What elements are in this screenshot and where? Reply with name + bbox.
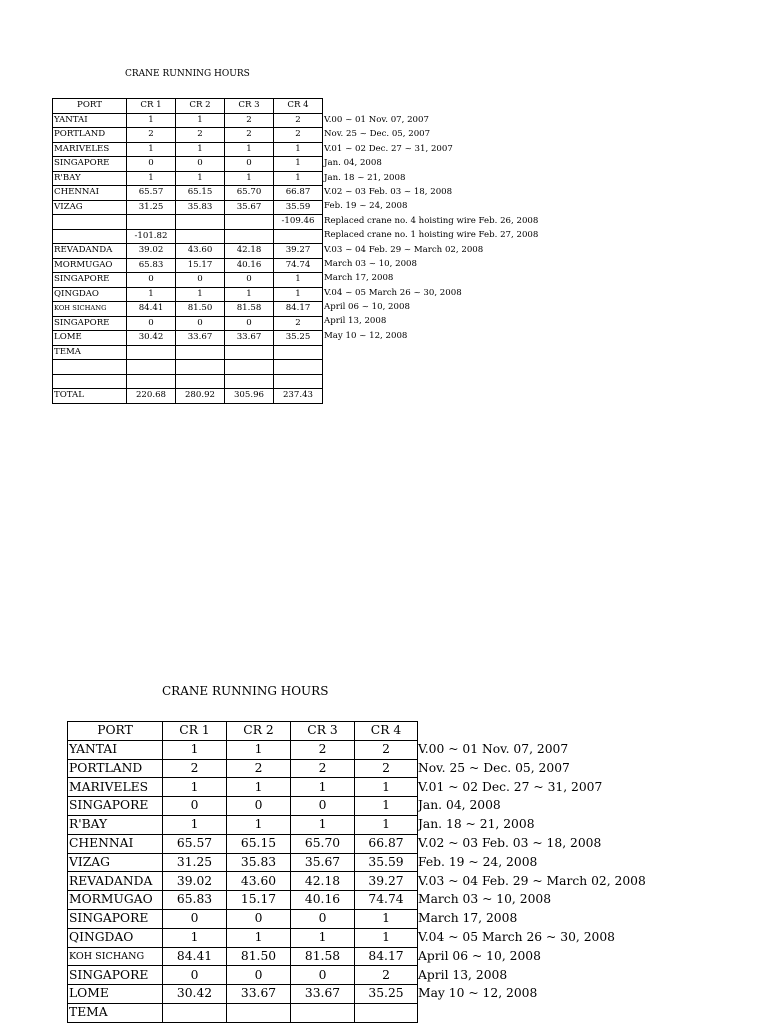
column-header: CR 2	[176, 99, 225, 114]
hours-cell: 0	[291, 966, 355, 985]
hours-cell	[127, 360, 176, 375]
hours-cell: 43.60	[227, 872, 291, 891]
hours-cell	[274, 360, 323, 375]
header-row	[53, 99, 323, 114]
hours-cell: 1	[163, 928, 227, 947]
hours-cell	[176, 345, 225, 360]
hours-cell: 33.67	[225, 331, 274, 346]
port-cell: REVADANDA	[68, 872, 163, 891]
voyage-note: Feb. 19 ~ 24, 2008	[324, 201, 408, 212]
hours-cell: 1	[227, 778, 291, 797]
hours-cell: 1	[291, 928, 355, 947]
port-cell: REVADANDA	[53, 244, 127, 259]
hours-cell: 1	[227, 815, 291, 834]
table-row	[68, 928, 418, 947]
column-header: CR 2	[227, 722, 291, 741]
voyage-note: March 17, 2008	[418, 911, 518, 926]
hours-cell: 1	[291, 815, 355, 834]
table-row	[68, 815, 418, 834]
voyage-note: Jan. 18 ~ 21, 2008	[324, 172, 406, 183]
hours-cell: 2	[291, 759, 355, 778]
port-cell: CHENNAI	[68, 834, 163, 853]
hours-cell	[225, 215, 274, 230]
column-header: PORT	[53, 99, 127, 114]
hours-cell: 1	[176, 113, 225, 128]
hours-cell: 237.43	[274, 389, 323, 404]
table-row	[68, 985, 418, 1004]
voyage-notes	[324, 113, 538, 343]
hours-cell: 2	[355, 759, 418, 778]
hours-cell: 220.68	[127, 389, 176, 404]
voyage-note: V.04 ~ 05 March 26 ~ 30, 2008	[324, 287, 462, 298]
hours-cell: 1	[176, 142, 225, 157]
table-row	[68, 853, 418, 872]
hours-cell	[176, 215, 225, 230]
table-row	[53, 374, 323, 389]
hours-cell: 33.67	[227, 985, 291, 1004]
hours-cell: 1	[127, 142, 176, 157]
table-row	[53, 258, 323, 273]
voyage-note: Jan. 18 ~ 21, 2008	[418, 817, 535, 832]
port-cell: SINGAPORE	[53, 273, 127, 288]
table-row	[68, 872, 418, 891]
hours-cell: 81.58	[291, 947, 355, 966]
hours-cell: 280.92	[176, 389, 225, 404]
hours-cell: 43.60	[176, 244, 225, 259]
hours-cell: 1	[225, 171, 274, 186]
hours-cell: 2	[227, 759, 291, 778]
port-cell: TEMA	[68, 1003, 163, 1022]
port-cell	[53, 215, 127, 230]
hours-cell: 65.57	[163, 834, 227, 853]
port-cell: R'BAY	[68, 815, 163, 834]
hours-cell: 66.87	[274, 186, 323, 201]
hours-cell: 81.50	[176, 302, 225, 317]
hours-cell: 0	[225, 273, 274, 288]
hours-cell: 2	[274, 316, 323, 331]
hours-cell: 81.58	[225, 302, 274, 317]
hours-cell: 84.17	[274, 302, 323, 317]
port-cell: PORTLAND	[53, 128, 127, 143]
port-cell: MARIVELES	[53, 142, 127, 157]
hours-cell: 65.83	[127, 258, 176, 273]
voyage-note: Replaced crane no. 4 hoisting wire Feb. 26, 2008	[324, 215, 539, 226]
hours-cell: 40.16	[291, 891, 355, 910]
hours-cell: 1	[274, 142, 323, 157]
voyage-note: Feb. 19 ~ 24, 2008	[418, 854, 538, 869]
hours-cell: 305.96	[225, 389, 274, 404]
hours-cell: 2	[127, 128, 176, 143]
hours-cell	[176, 360, 225, 375]
voyage-note: Replaced crane no. 1 hoisting wire Feb. 27, 2008	[324, 230, 539, 241]
table-row	[53, 360, 323, 375]
port-cell: PORTLAND	[68, 759, 163, 778]
hours-cell: 84.41	[163, 947, 227, 966]
hours-cell: 0	[176, 273, 225, 288]
hours-cell	[274, 374, 323, 389]
hours-cell: 35.59	[355, 853, 418, 872]
hours-cell: 0	[225, 157, 274, 172]
page-title: CRANE RUNNING HOURS	[125, 69, 250, 79]
port-cell: VIZAG	[53, 200, 127, 215]
table-row	[53, 200, 323, 215]
hours-cell: 40.16	[225, 258, 274, 273]
port-cell	[53, 229, 127, 244]
hours-cell: 0	[163, 966, 227, 985]
hours-cell: 31.25	[127, 200, 176, 215]
hours-cell: 1	[274, 157, 323, 172]
hours-cell: 1	[227, 740, 291, 759]
hours-cell: 84.41	[127, 302, 176, 317]
hours-cell: 1	[355, 909, 418, 928]
hours-cell: 0	[227, 909, 291, 928]
hours-cell: 65.15	[227, 834, 291, 853]
hours-cell: 66.87	[355, 834, 418, 853]
port-cell: SINGAPORE	[68, 966, 163, 985]
hours-cell: 84.17	[355, 947, 418, 966]
table-row	[53, 302, 323, 317]
voyage-note: April 13, 2008	[418, 967, 508, 982]
hours-cell: 1	[291, 778, 355, 797]
hours-cell	[127, 215, 176, 230]
hours-cell: 2	[163, 759, 227, 778]
hours-cell: 2	[355, 740, 418, 759]
hours-cell: 1	[176, 171, 225, 186]
port-cell: SINGAPORE	[53, 157, 127, 172]
hours-cell	[274, 345, 323, 360]
table-row	[68, 797, 418, 816]
table-row	[53, 186, 323, 201]
hours-cell: 15.17	[176, 258, 225, 273]
hours-cell: 35.59	[274, 200, 323, 215]
voyage-note: May 10 ~ 12, 2008	[324, 330, 408, 341]
hours-cell: 65.15	[176, 186, 225, 201]
hours-cell: 0	[225, 316, 274, 331]
hours-cell: 74.74	[355, 891, 418, 910]
voyage-note: V.04 ~ 05 March 26 ~ 30, 2008	[418, 929, 616, 944]
column-header: CR 1	[127, 99, 176, 114]
voyage-note: March 17, 2008	[324, 273, 394, 284]
hours-cell: 65.83	[163, 891, 227, 910]
hours-cell: 30.42	[163, 985, 227, 1004]
voyage-note: V.02 ~ 03 Feb. 03 ~ 18, 2008	[418, 835, 602, 850]
hours-cell: 0	[127, 273, 176, 288]
hours-cell: 15.17	[227, 891, 291, 910]
table-row	[53, 215, 323, 230]
hours-cell: 1	[163, 740, 227, 759]
table-row	[68, 891, 418, 910]
hours-cell	[176, 374, 225, 389]
table-row	[53, 244, 323, 259]
hours-cell	[225, 229, 274, 244]
hours-cell: 0	[163, 797, 227, 816]
table-row	[53, 171, 323, 186]
voyage-note: V.03 ~ 04 Feb. 29 ~ March 02, 2008	[324, 244, 484, 255]
hours-cell: 0	[291, 909, 355, 928]
hours-cell: 2	[274, 128, 323, 143]
hours-cell: 1	[127, 113, 176, 128]
voyage-note: April 06 ~ 10, 2008	[324, 302, 410, 313]
hours-cell: 2	[225, 128, 274, 143]
hours-cell: 42.18	[291, 872, 355, 891]
port-cell: CHENNAI	[53, 186, 127, 201]
voyage-note: V.02 ~ 03 Feb. 03 ~ 18, 2008	[324, 186, 453, 197]
table-row	[53, 331, 323, 346]
column-header: CR 3	[225, 99, 274, 114]
hours-cell: 0	[176, 316, 225, 331]
port-cell: YANTAI	[53, 113, 127, 128]
hours-cell: 1	[355, 797, 418, 816]
hours-cell: 1	[127, 287, 176, 302]
port-cell: KOH SICHANG	[53, 302, 127, 317]
column-header: CR 4	[274, 99, 323, 114]
table-row	[68, 759, 418, 778]
voyage-note: March 03 ~ 10, 2008	[418, 892, 552, 907]
port-cell: TOTAL	[53, 389, 127, 404]
hours-cell: 35.83	[176, 200, 225, 215]
hours-cell	[274, 229, 323, 244]
hours-cell: 65.57	[127, 186, 176, 201]
hours-cell	[176, 229, 225, 244]
port-cell: SINGAPORE	[53, 316, 127, 331]
hours-cell: 1	[274, 171, 323, 186]
hours-cell: 0	[227, 797, 291, 816]
table-row	[68, 947, 418, 966]
port-cell: VIZAG	[68, 853, 163, 872]
port-cell: MARIVELES	[68, 778, 163, 797]
table-row	[68, 778, 418, 797]
voyage-note: April 06 ~ 10, 2008	[418, 948, 541, 963]
port-cell: SINGAPORE	[68, 909, 163, 928]
hours-cell: 0	[176, 157, 225, 172]
hours-cell: 30.42	[127, 331, 176, 346]
port-cell: LOME	[53, 331, 127, 346]
hours-cell	[127, 345, 176, 360]
hours-cell	[227, 1003, 291, 1022]
hours-cell: 42.18	[225, 244, 274, 259]
hours-cell: 1	[225, 287, 274, 302]
voyage-note: V.03 ~ 04 Feb. 29 ~ March 02, 2008	[418, 873, 646, 888]
hours-cell: 35.25	[355, 985, 418, 1004]
hours-cell: 2	[291, 740, 355, 759]
voyage-note: March 03 ~ 10, 2008	[324, 258, 417, 269]
table-row	[53, 229, 323, 244]
hours-cell	[163, 1003, 227, 1022]
page-title: CRANE RUNNING HOURS	[162, 684, 329, 698]
table-row	[53, 345, 323, 360]
voyage-note: V.00 ~ 01 Nov. 07, 2007	[418, 742, 569, 756]
hours-cell: 39.02	[163, 872, 227, 891]
column-header: CR 4	[355, 722, 418, 741]
port-cell: KOH SICHANG	[68, 947, 163, 966]
voyage-note: Jan. 04, 2008	[418, 798, 501, 813]
hours-cell: 35.83	[227, 853, 291, 872]
hours-cell	[355, 1003, 418, 1022]
hours-cell: 33.67	[291, 985, 355, 1004]
hours-cell	[291, 1003, 355, 1022]
hours-cell: -109.46	[274, 215, 323, 230]
voyage-note: Nov. 25 ~ Dec. 05, 2007	[324, 129, 431, 140]
port-cell: YANTAI	[68, 740, 163, 759]
hours-cell	[225, 360, 274, 375]
hours-cell: 2	[176, 128, 225, 143]
hours-cell: 0	[163, 909, 227, 928]
voyage-note: V.00 ~ 01 Nov. 07, 2007	[324, 115, 429, 125]
hours-cell: 0	[127, 157, 176, 172]
column-header: CR 3	[291, 722, 355, 741]
port-cell: TEMA	[53, 345, 127, 360]
port-cell: R'BAY	[53, 171, 127, 186]
hours-cell: 0	[227, 966, 291, 985]
table-row	[68, 740, 418, 759]
crane-hours-table	[67, 721, 418, 1023]
hours-cell: 1	[355, 778, 418, 797]
table-row	[68, 834, 418, 853]
hours-cell: 35.67	[225, 200, 274, 215]
hours-cell: 39.02	[127, 244, 176, 259]
voyage-note: Jan. 04, 2008	[324, 158, 382, 169]
table-row	[53, 128, 323, 143]
hours-cell: 2	[355, 966, 418, 985]
table-row	[53, 273, 323, 288]
hours-cell: 1	[176, 287, 225, 302]
hours-cell: 0	[291, 797, 355, 816]
hours-cell: 1	[225, 142, 274, 157]
port-cell	[53, 374, 127, 389]
hours-cell: 35.25	[274, 331, 323, 346]
voyage-notes	[418, 740, 646, 1003]
hours-cell: 39.27	[274, 244, 323, 259]
hours-cell: 65.70	[291, 834, 355, 853]
port-cell: MORMUGAO	[68, 891, 163, 910]
hours-cell	[225, 374, 274, 389]
hours-cell: -101.82	[127, 229, 176, 244]
voyage-note: April 13, 2008	[324, 316, 387, 327]
port-cell: SINGAPORE	[68, 797, 163, 816]
port-cell: QINGDAO	[68, 928, 163, 947]
column-header: CR 1	[163, 722, 227, 741]
table-row	[53, 113, 323, 128]
table-row	[68, 1003, 418, 1022]
table-row	[53, 316, 323, 331]
hours-cell: 2	[274, 113, 323, 128]
hours-cell: 1	[355, 928, 418, 947]
hours-cell: 1	[163, 778, 227, 797]
total-row	[53, 389, 323, 404]
header-row	[68, 722, 418, 741]
hours-cell	[127, 374, 176, 389]
hours-cell: 81.50	[227, 947, 291, 966]
table-row	[53, 287, 323, 302]
hours-cell: 1	[163, 815, 227, 834]
column-header: PORT	[68, 722, 163, 741]
table-row	[68, 966, 418, 985]
table-row	[53, 157, 323, 172]
voyage-note: V.01 ~ 02 Dec. 27 ~ 31, 2007	[324, 143, 453, 154]
hours-cell: 1	[274, 287, 323, 302]
table-row	[53, 142, 323, 157]
hours-cell: 1	[274, 273, 323, 288]
voyage-note: May 10 ~ 12, 2008	[418, 986, 538, 1001]
crane-hours-table	[52, 98, 323, 404]
hours-cell: 2	[225, 113, 274, 128]
hours-cell	[225, 345, 274, 360]
hours-cell: 35.67	[291, 853, 355, 872]
voyage-note: V.01 ~ 02 Dec. 27 ~ 31, 2007	[418, 779, 603, 794]
port-cell: QINGDAO	[53, 287, 127, 302]
hours-cell: 1	[127, 171, 176, 186]
port-cell: LOME	[68, 985, 163, 1004]
hours-cell: 39.27	[355, 872, 418, 891]
hours-cell: 65.70	[225, 186, 274, 201]
voyage-note: Nov. 25 ~ Dec. 05, 2007	[418, 760, 570, 775]
hours-cell: 33.67	[176, 331, 225, 346]
port-cell	[53, 360, 127, 375]
table-row	[68, 909, 418, 928]
hours-cell: 0	[127, 316, 176, 331]
port-cell: MORMUGAO	[53, 258, 127, 273]
hours-cell: 1	[227, 928, 291, 947]
hours-cell: 31.25	[163, 853, 227, 872]
hours-cell: 74.74	[274, 258, 323, 273]
hours-cell: 1	[355, 815, 418, 834]
